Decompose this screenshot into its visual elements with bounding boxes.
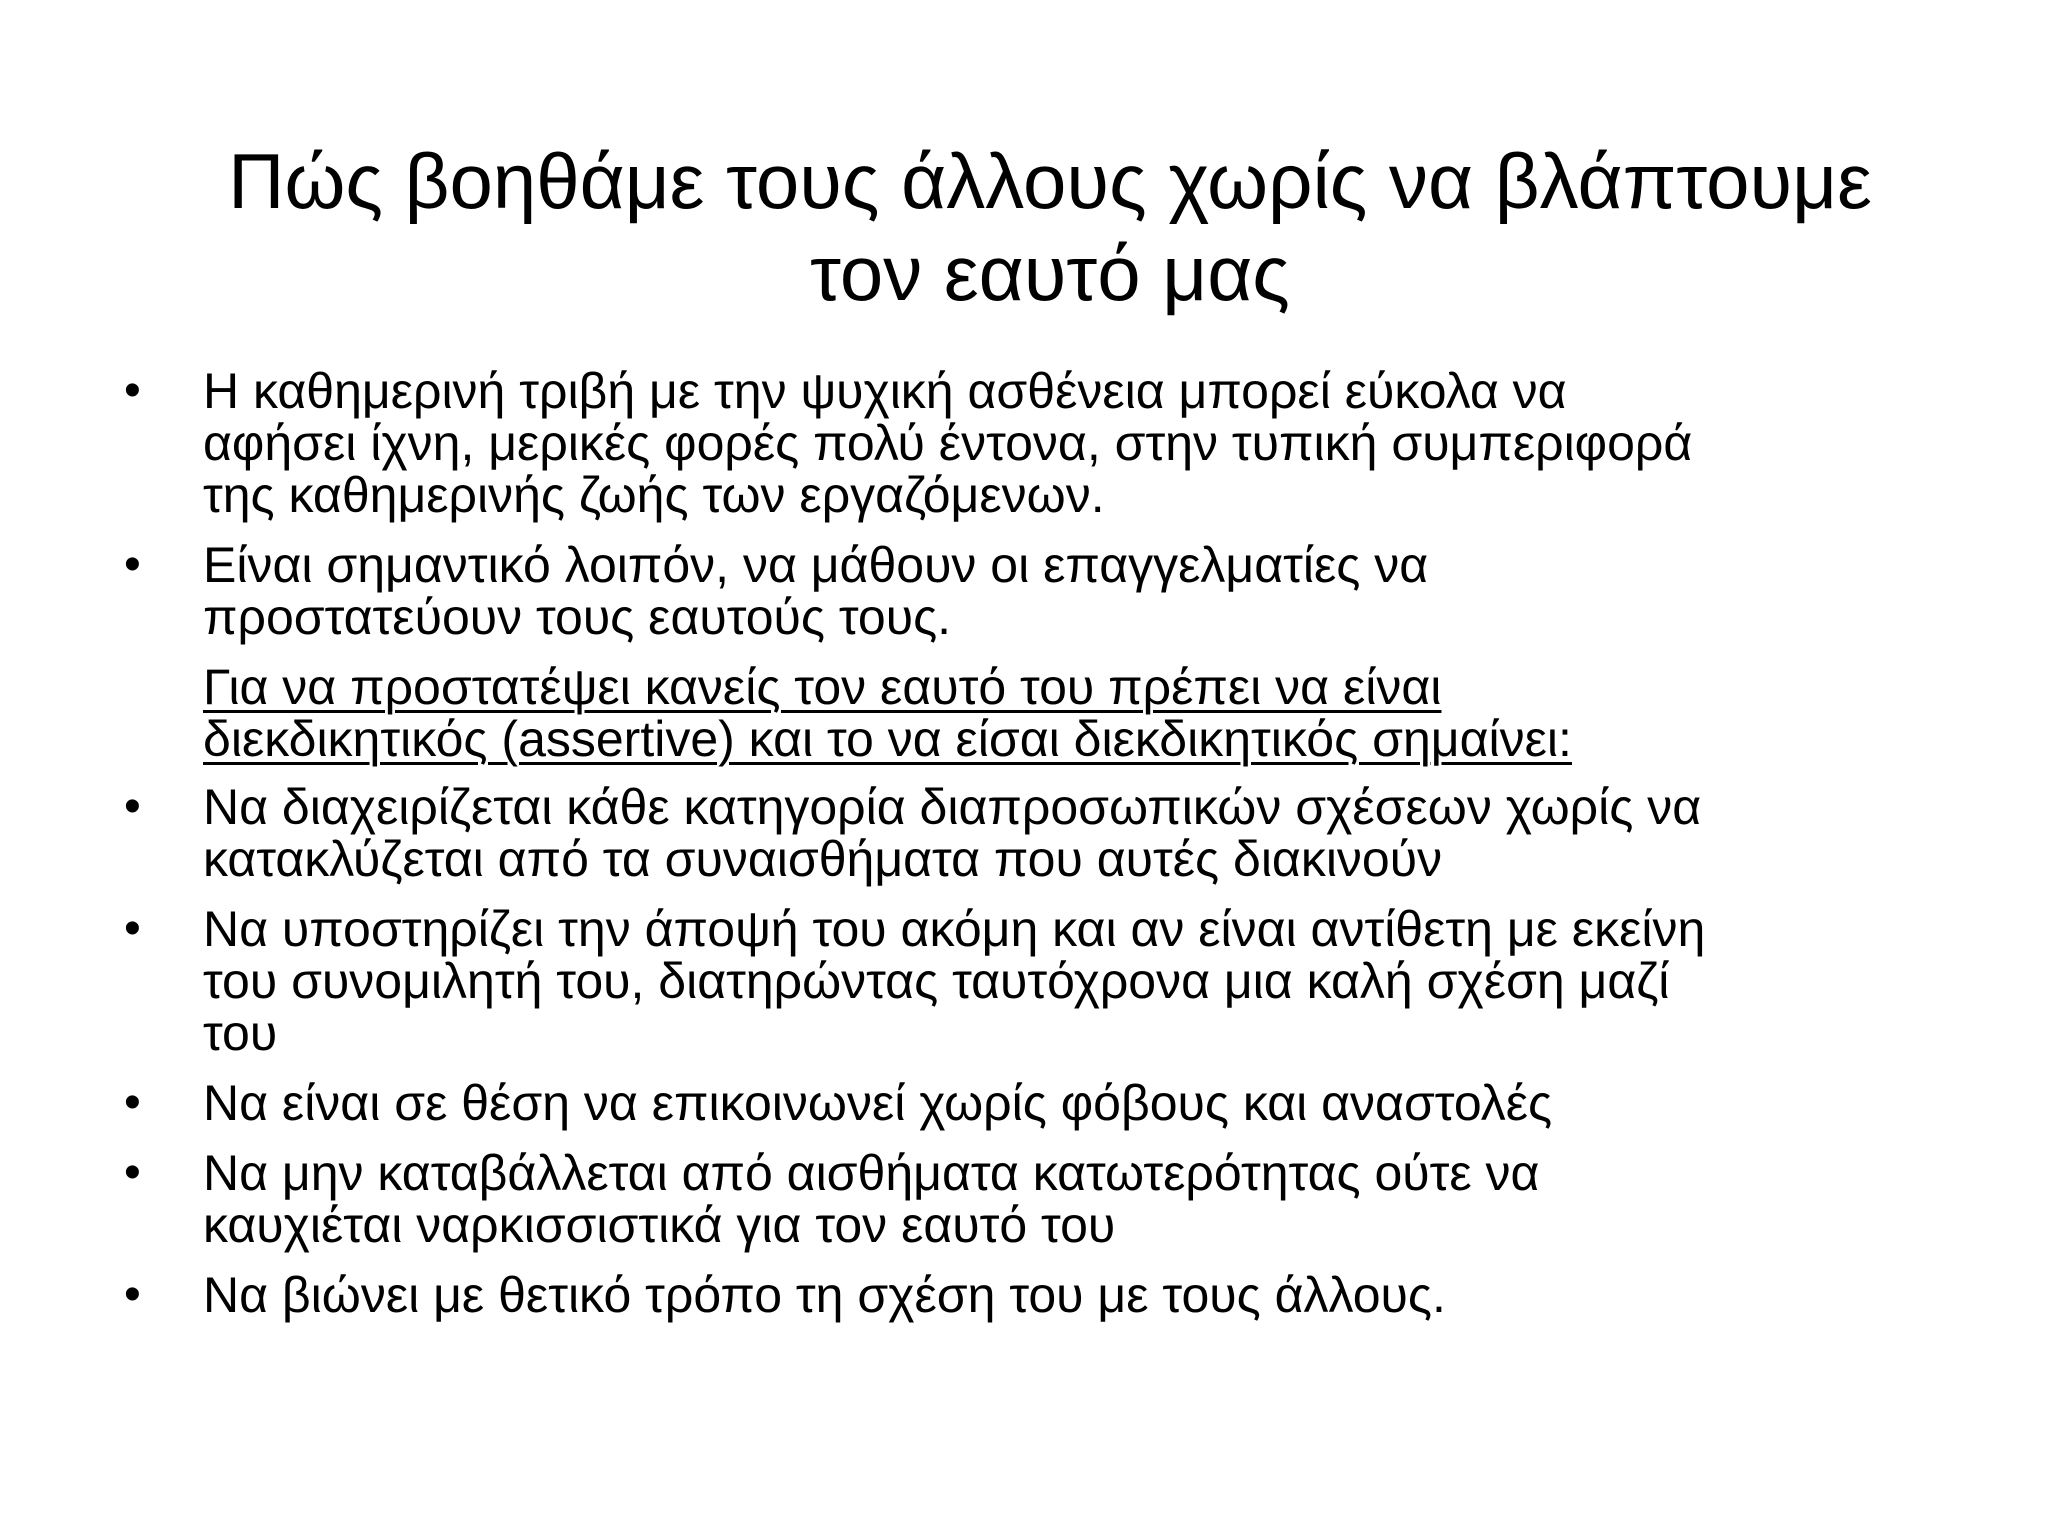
text-line: του συνομιλητή του, διατηρώντας ταυτόχρονα μια καλή σχέση μαζί (203, 953, 1670, 1009)
bullet-item-7 (0, 1269, 2048, 1321)
bullet-icon: • (124, 780, 141, 833)
bullet-item-text (203, 539, 1988, 643)
slide-title (150, 135, 1950, 319)
bullet-icon: • (124, 538, 141, 591)
text-line: προστατεύουν τους εαυτούς τους. (203, 589, 952, 645)
bullet-item-3 (0, 781, 2048, 885)
bullet-item-text (203, 781, 1988, 885)
text-line: Είναι σημαντικό λοιπόν, να μάθουν οι επαγγελματίες να (203, 537, 1429, 593)
text-line: Η καθημερινή τριβή με την ψυχική ασθένεια μπορεί εύκολα να (203, 363, 1567, 419)
text-line: διεκδικητικός (assertive) και το να είσαι διεκδικητικός σημαίνει: (203, 711, 1572, 767)
bullet-icon: • (124, 1268, 141, 1321)
bullet-icon: • (124, 1076, 141, 1129)
bullet-item-4 (0, 903, 2048, 1059)
text-line: Για να προστατέψει κανείς τον εαυτό του πρέπει να είναι (203, 659, 1442, 715)
bullet-list (0, 365, 2048, 1321)
text-line: Να μην καταβάλλεται από αισθήματα κατωτερότητας ούτε να (203, 1145, 1540, 1201)
bullet-item-2 (0, 539, 2048, 643)
bullet-item-text (203, 1077, 1988, 1129)
bullet-item-6 (0, 1147, 2048, 1251)
slide-title-line-2: τον εαυτό μας (810, 229, 1290, 317)
subheading-text (203, 661, 1988, 765)
bullet-icon: • (124, 1146, 141, 1199)
bullet-icon: • (124, 364, 141, 417)
bullet-item-1 (0, 365, 2048, 521)
text-line: Να διαχειρίζεται κάθε κατηγορία διαπροσωπικών σχέσεων χωρίς να (203, 779, 1702, 835)
slide-title-line-1: Πώς βοηθάμε τους άλλους χωρίς να βλάπτουμε (228, 137, 1872, 225)
text-line: Να είναι σε θέση να επικοινωνεί χωρίς φόβους και αναστολές (203, 1075, 1553, 1131)
subheading-paragraph (0, 661, 2048, 765)
bullet-item-text (203, 365, 1988, 521)
bullet-item-5 (0, 1077, 2048, 1129)
bullet-item-text (203, 1269, 1988, 1321)
bullet-item-text (203, 903, 1988, 1059)
text-line: καυχιέται ναρκισσιστικά για τον εαυτό του (203, 1197, 1116, 1253)
text-line: Να βιώνει με θετικό τρόπο τη σχέση του με τους άλλους. (203, 1267, 1446, 1323)
bullet-item-text (203, 1147, 1988, 1251)
text-line: Να υποστηρίζει την άποψή του ακόμη και αν είναι αντίθετη με εκείνη (203, 901, 1706, 957)
text-line: του (203, 1005, 278, 1061)
bullet-icon: • (124, 902, 141, 955)
text-line: κατακλύζεται από τα συναισθήματα που αυτές διακινούν (203, 831, 1443, 887)
text-line: αφήσει ίχνη, μερικές φορές πολύ έντονα, στην τυπική συμπεριφορά (203, 415, 1693, 471)
text-line: της καθημερινής ζωής των εργαζόμενων. (203, 467, 1105, 523)
